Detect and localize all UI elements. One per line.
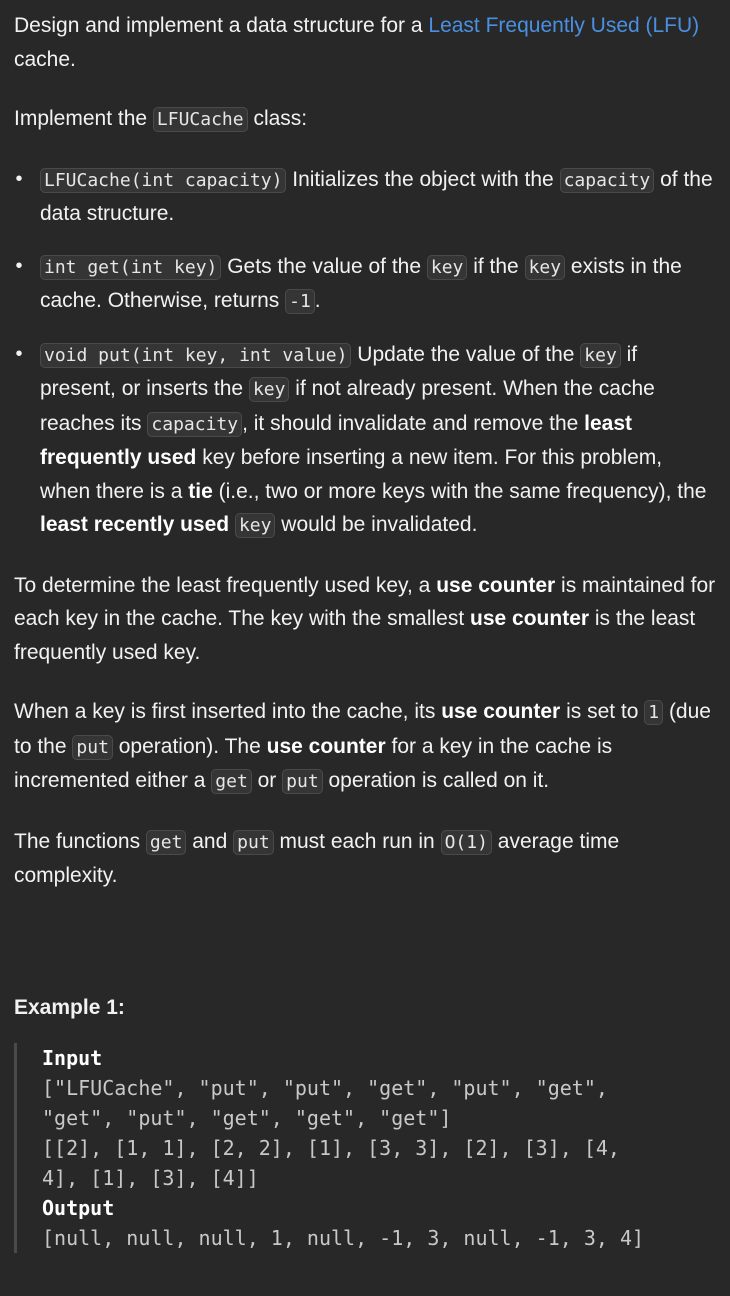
implement-text-end: class:	[247, 107, 308, 130]
method-text: .	[314, 289, 321, 312]
insert-paragraph	[14, 695, 718, 799]
example-block	[14, 1043, 718, 1253]
method-text: exists in the cache. Otherwise, returns	[40, 254, 682, 312]
method-text: if present, or inserts the	[40, 342, 638, 400]
inline-code: get	[146, 830, 187, 855]
bold-text: least frequently used	[40, 411, 633, 469]
lfu-link[interactable]: Least Frequently Used (LFU)	[428, 14, 700, 37]
paragraph-text: is maintained for each key in the cache. The key with the smallest	[14, 573, 716, 630]
method-text: , it should invalidate and remove the	[242, 411, 585, 435]
method-text: Initializes the object with the	[286, 167, 560, 191]
inline-code: void put(int key, int value)	[40, 343, 351, 368]
paragraph-text: The functions	[14, 829, 146, 853]
method-text: if the	[467, 254, 525, 278]
bold-text: least recently used	[40, 513, 230, 536]
bold-text: tie	[188, 479, 213, 503]
paragraph-text: or	[251, 769, 283, 792]
paragraph-text: must each run in	[273, 829, 441, 853]
output-label: Output	[42, 1196, 115, 1220]
method-text: of the data structure.	[40, 167, 713, 225]
method-list	[14, 163, 718, 543]
example-title: Example 1:	[14, 995, 125, 1019]
paragraph-text: is set to	[560, 700, 645, 723]
method-text: (i.e., two or more keys with the same frequency), the	[212, 479, 707, 503]
implement-paragraph	[14, 102, 718, 137]
paragraph-text: (due to the	[14, 700, 711, 758]
inline-code: 1	[644, 700, 663, 725]
input-line: 4], [1], [3], [4]]	[42, 1166, 259, 1190]
input-line: ["LFUCache", "put", "put", "get", "put", "get",	[42, 1076, 608, 1100]
inline-code: LFUCache(int capacity)	[40, 168, 286, 193]
inline-code: put	[233, 830, 274, 855]
list-item	[14, 338, 718, 543]
paragraph-text: operation). The	[112, 734, 267, 758]
inline-code: key	[580, 343, 621, 368]
inline-code: put	[282, 769, 323, 794]
bold-text: use counter	[436, 573, 556, 597]
bullet-icon: •	[15, 167, 23, 190]
paragraph-text: operation is called on it.	[322, 769, 550, 792]
input-line: "get", "put", "get", "get", "get"]	[42, 1106, 452, 1130]
intro-text-end: cache.	[14, 47, 76, 71]
paragraph-text: and	[186, 829, 234, 853]
output-line: [null, null, null, 1, null, -1, 3, null, -1, 3, 4]	[42, 1226, 645, 1250]
bold-text: use counter	[470, 607, 590, 630]
method-text: Gets the value of the	[221, 254, 427, 278]
intro-text: Design and implement a data structure for a	[14, 14, 429, 37]
inline-code: key	[427, 255, 468, 280]
paragraph-text: To determine the least frequently used key, a	[14, 573, 437, 597]
complexity-paragraph	[14, 825, 718, 893]
paragraph-text: When a key is first inserted into the cache, its	[14, 700, 442, 723]
inline-code: -1	[285, 289, 315, 314]
paragraph-text: average time complexity.	[14, 829, 620, 887]
list-item	[14, 163, 718, 231]
list-item	[14, 250, 718, 319]
inline-code: LFUCache	[153, 107, 248, 132]
inline-code: key	[235, 513, 276, 538]
paragraph-text: is the least frequently used key.	[14, 607, 696, 664]
inline-code: get	[211, 769, 252, 794]
bullet-icon: •	[15, 342, 23, 365]
use-counter-paragraph	[14, 569, 718, 670]
bold-text: use counter	[266, 734, 386, 758]
inline-code: put	[72, 735, 113, 760]
inline-code: capacity	[560, 168, 655, 193]
inline-code: key	[249, 377, 290, 402]
method-text: key before inserting a new item. For this problem, when there is a	[40, 446, 663, 503]
paragraph-text: for a key in the cache is incremented either a	[14, 734, 613, 792]
spacer	[14, 919, 718, 991]
problem-description	[14, 9, 718, 1253]
bold-text: use counter	[441, 700, 561, 723]
method-text: would be invalidated.	[275, 513, 478, 536]
implement-text: Implement the	[14, 107, 153, 130]
inline-code: capacity	[147, 412, 242, 437]
method-text: Update the value of the	[351, 342, 581, 366]
bullet-icon: •	[15, 254, 23, 277]
intro-paragraph	[14, 9, 718, 76]
method-text: if not already present. When the cache reaches its	[40, 377, 655, 435]
input-line: [[2], [1, 1], [2, 2], [1], [3, 3], [2], [3], [4,	[42, 1136, 620, 1160]
input-label: Input	[42, 1046, 103, 1070]
inline-code: key	[525, 255, 566, 280]
inline-code: int get(int key)	[40, 255, 221, 280]
inline-code: O(1)	[441, 830, 492, 855]
